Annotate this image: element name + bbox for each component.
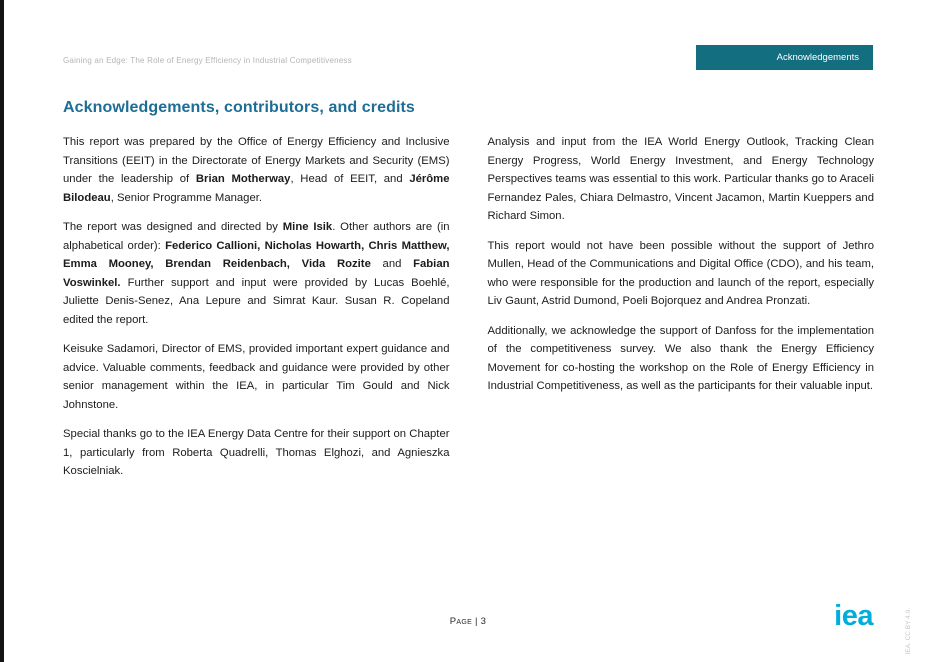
running-header: Gaining an Edge: The Role of Energy Efficiency in Industrial Competitiveness [63, 56, 352, 65]
page-title: Acknowledgements, contributors, and credits [63, 99, 415, 116]
paragraph: This report would not have been possible without the support of Jethro Mullen, Head of the Communications and Digital Office (CDO), and his team, who were responsible for the production and launch of the report, especially Liv Gaunt, Astrid Dumond, Poeli Bojorquez and Andrea Pronzati. [487, 239, 874, 307]
paragraph: Additionally, we acknowledge the support of Danfoss for the implementation of the competitiveness survey. We also thank the Energy Efficiency Movement for co-hosting the workshop on the Role of Energy Efficiency in Industrial Competitiveness, as well as the participants for their valuable input. [487, 324, 874, 392]
section-tab-label: Acknowledgements [776, 52, 859, 63]
copyright-note: IEA. CC BY 4.0. [905, 608, 912, 655]
right-column [488, 133, 875, 492]
section-tab [696, 45, 873, 70]
iea-logo: iea [834, 600, 873, 632]
left-column [63, 133, 450, 492]
paragraph: This report was prepared by the Office of Energy Efficiency and Inclusive Transitions (EEIT) in the Directorate of Energy Markets and Security (EMS) under the leadership of Brian Motherway, Head of EEIT, and Jérôme Bilodeau, Senior Programme Manager. [63, 136, 450, 204]
paragraph: The report was designed and directed by Mine Isik. Other authors are (in alphabetical order): Federico Callioni, Nicholas Howarth, Chris Matthew, Emma Mooney, Brendan Reidenbach, Vida Rozite and Fabian Voswinkel. Further support and input were provided by Lucas Boehlé, Juliette Denis-Senez, Ana Lepure and Simrat Kaur. Susan R. Copeland edited the report. [63, 221, 450, 326]
page-edge-strip [0, 0, 4, 662]
body-columns [63, 133, 874, 492]
page-number: Page | 3 [449, 616, 487, 627]
paragraph: Keisuke Sadamori, Director of EMS, provided important expert guidance and advice. Valuable comments, feedback and guidance were provided by other senior management within the IEA, in particular Tim Gould and Nick Johnstone. [63, 343, 450, 411]
paragraph: Special thanks go to the IEA Energy Data Centre for their support on Chapter 1, particularly from Roberta Quadrelli, Thomas Elghozi, and Agnieszka Koscielniak. [63, 428, 450, 477]
paragraph: Analysis and input from the IEA World Energy Outlook, Tracking Clean Energy Progress, World Energy Investment, and Energy Technology Perspectives teams was essential to this work. Particular thanks go to Araceli Fernandez Pales, Chiara Delmastro, Vincent Jacamon, Martin Kueppers and Richard Simon. [487, 136, 874, 222]
